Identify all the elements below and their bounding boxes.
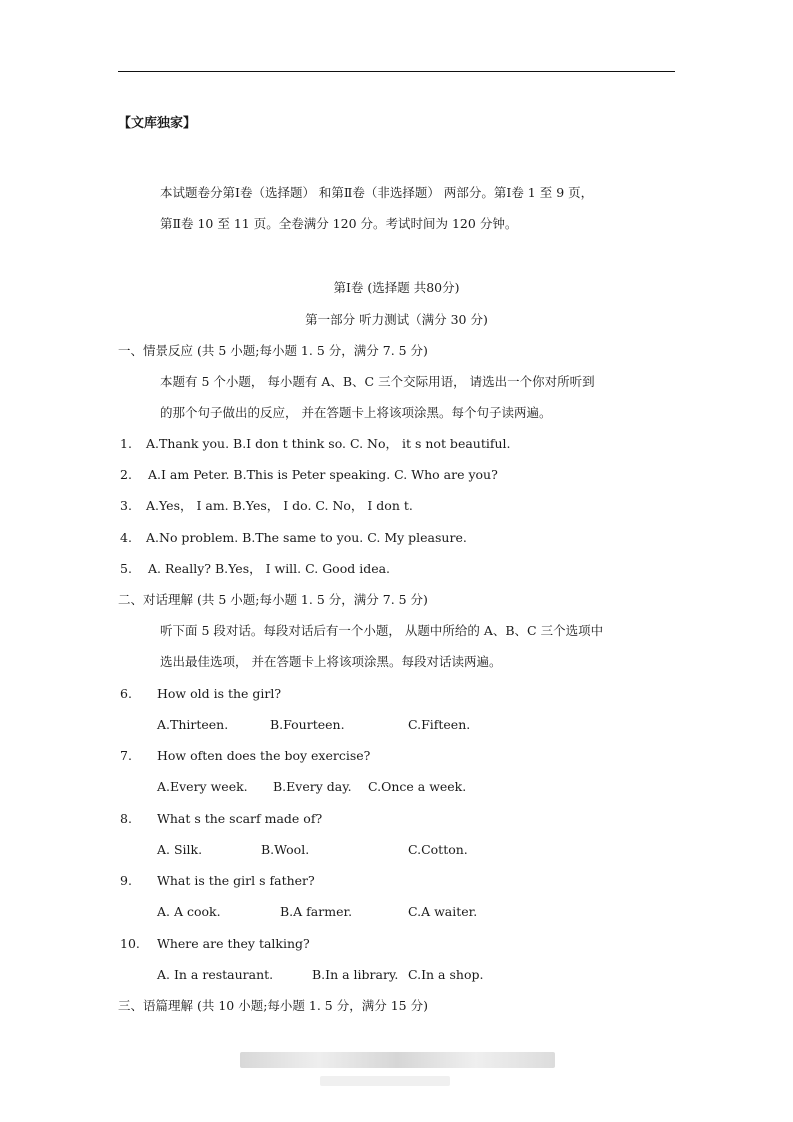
question-number: 10.	[120, 936, 140, 951]
option-a: A. In a restaurant.	[157, 967, 274, 982]
question-number: 2.	[120, 467, 132, 482]
option-c: C.Cotton.	[408, 842, 468, 857]
question-options: A.No problem. B.The same to you. C. My pleasure.	[146, 530, 467, 545]
top-rule	[118, 71, 675, 72]
question-options: A.Thank you. B.I don t think so. C. No， it s not beautiful.	[146, 436, 511, 451]
option-b: B.Fourteen.	[270, 717, 345, 732]
question-number: 5.	[120, 561, 132, 576]
option-b: B.In a library.	[312, 967, 399, 982]
option-a: A. A cook.	[157, 904, 221, 919]
section2-instruction-2: 选出最佳选项， 并在答题卡上将该项涂黑。每段对话读两遍。	[160, 654, 502, 669]
question-text: How often does the boy exercise?	[157, 748, 371, 763]
option-c: C.Fifteen.	[408, 717, 471, 732]
footer-watermark-sub	[320, 1076, 450, 1086]
question-options: A.Yes， I am. B.Yes， I do. C. No， I don t.	[146, 498, 413, 513]
option-c: C.A waiter.	[408, 904, 478, 919]
intro-line-1: 本试题卷分第Ⅰ卷（选择题） 和第Ⅱ卷（非选择题） 两部分。第Ⅰ卷 1 至 9 页，	[160, 185, 594, 200]
section2-instruction-1: 听下面 5 段对话。每段对话后有一个小题， 从题中所给的 A、B、C 三个选项中	[160, 623, 604, 638]
question-number: 8.	[120, 811, 132, 826]
question-number: 4.	[120, 530, 132, 545]
question-options: A.I am Peter. B.This is Peter speaking. C. Who are you?	[148, 467, 498, 482]
option-c: C.In a shop.	[408, 967, 484, 982]
question-number: 7.	[120, 748, 132, 763]
intro-line-2: 第Ⅱ卷 10 至 11 页。全卷满分 120 分。考试时间为 120 分钟。	[160, 216, 518, 231]
section2-heading: 二、对话理解 (共 5 小题;每小题 1. 5 分，满分 7. 5 分)	[118, 592, 428, 607]
question-number: 6.	[120, 686, 132, 701]
section1-instruction-2: 的那个句子做出的反应， 并在答题卡上将该项涂黑。每个句子读两遍。	[160, 405, 552, 420]
question-number: 1.	[120, 436, 132, 451]
part-title: 第一部分 听力测试（满分 30 分)	[305, 312, 488, 327]
exclusive-tag: 【文库独家】	[118, 116, 197, 131]
question-text: What is the girl s father?	[157, 873, 315, 888]
option-a: A. Silk.	[157, 842, 203, 857]
question-text: Where are they talking?	[157, 936, 310, 951]
question-number: 9.	[120, 873, 132, 888]
section1-instruction-1: 本题有 5 个小题， 每小题有 A、B、C 三个交际用语， 请选出一个你对所听到	[160, 374, 595, 389]
question-text: What s the scarf made of?	[157, 811, 323, 826]
section1-heading: 一、情景反应 (共 5 小题;每小题 1. 5 分，满分 7. 5 分)	[118, 343, 428, 358]
option-a: A.Every week.	[157, 779, 248, 794]
option-b: B.A farmer.	[280, 904, 353, 919]
question-number: 3.	[120, 498, 132, 513]
option-b: B.Wool.	[261, 842, 310, 857]
question-text: How old is the girl?	[157, 686, 282, 701]
option-b: B.Every day.	[273, 779, 352, 794]
question-options: A. Really? B.Yes， I will. C. Good idea.	[148, 561, 391, 576]
option-a: A.Thirteen.	[157, 717, 229, 732]
section3-heading: 三、语篇理解 (共 10 小题;每小题 1. 5 分，满分 15 分)	[118, 998, 428, 1013]
footer-watermark	[240, 1052, 555, 1068]
volume-title: 第Ⅰ卷 (选择题 共80分)	[333, 280, 460, 295]
option-c: C.Once a week.	[368, 779, 467, 794]
